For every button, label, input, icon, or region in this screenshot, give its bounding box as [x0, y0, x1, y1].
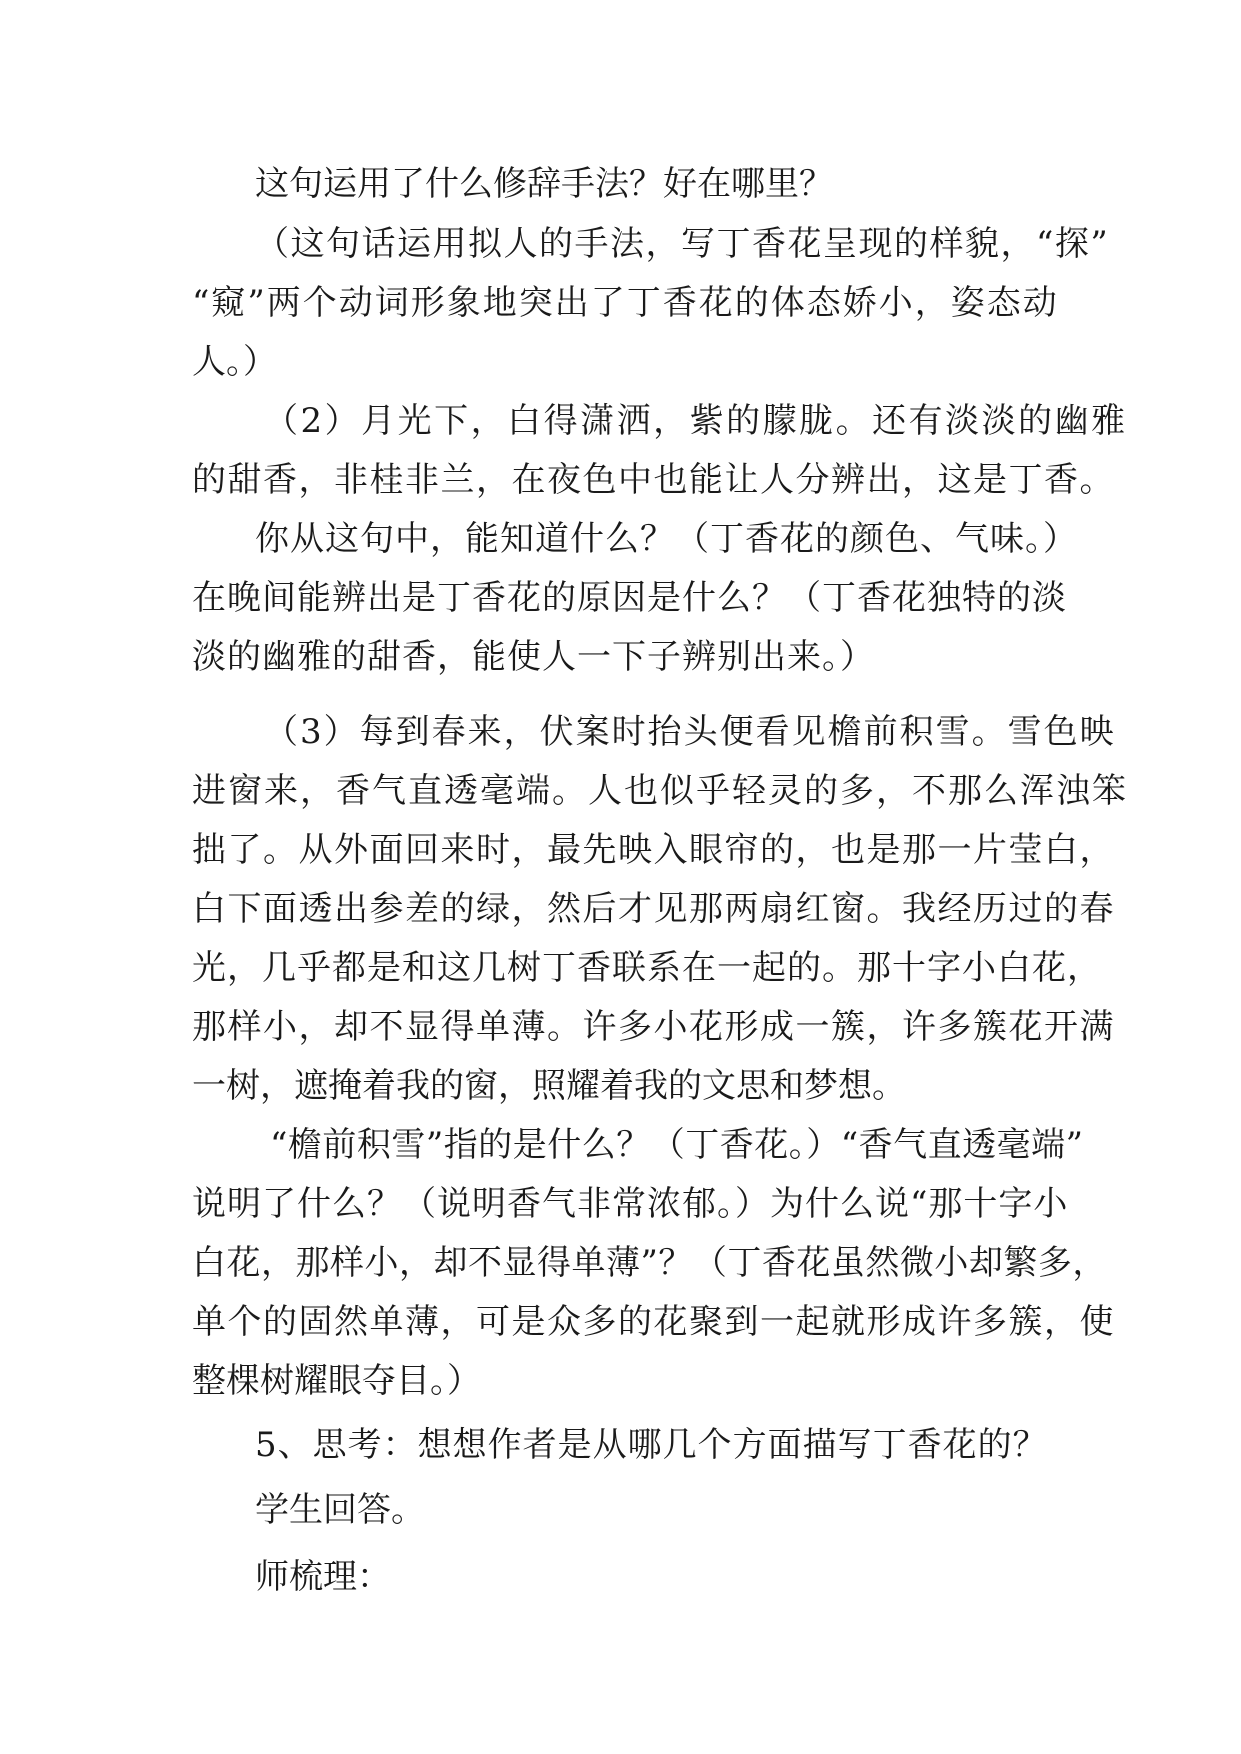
question-2-line-3: 淡的幽雅的甜香，能使人一下子辨别出来。）: [192, 637, 875, 677]
quote-3-line-3: 拙了。从外面回来时，最先映入眼帘的，也是那一片莹白，: [192, 830, 1115, 870]
quote-3-line-5: 光，几乎都是和这几树丁香联系在一起的。那十字小白花，: [192, 948, 1102, 988]
question-3-line-4: 单个的固然单薄，可是众多的花聚到一起就形成许多簇，使: [192, 1302, 1115, 1342]
answer-personification-line-1: （这句话运用拟人的手法，写丁香花呈现的样貌，“探”: [255, 224, 1110, 264]
answer-personification-line-2: “窥”两个动词形象地突出了丁香花的体态娇小，姿态动: [192, 283, 1059, 323]
question-3-line-1: “檐前积雪”指的是什么？（丁香花。）“香气直透毫端”: [270, 1125, 1084, 1165]
question-3-line-5: 整棵树耀眼夺目。）: [192, 1361, 481, 1401]
answer-personification-line-3: 人。）: [192, 342, 277, 382]
quote-3-line-7: 一树，遮掩着我的窗，照耀着我的文思和梦想。: [192, 1066, 906, 1106]
question-3-line-3: 白花，那样小，却不显得单薄”？（丁香花虽然微小却繁多，: [192, 1243, 1107, 1283]
question-2-line-2: 在晚间能辨出是丁香花的原因是什么？（丁香花独特的淡: [192, 578, 1067, 618]
quote-3-line-4: 白下面透出参差的绿，然后才见那两扇红窗。我经历过的春: [192, 889, 1115, 929]
question-rhetoric: 这句运用了什么修辞手法？好在哪里？: [255, 164, 833, 204]
question-3-line-2: 说明了什么？（说明香气非常浓郁。）为什么说“那十字小: [192, 1184, 1069, 1224]
quote-2-line-1: （2）月光下，白得潇洒，紫的朦胧。还有淡淡的幽雅: [264, 401, 1128, 441]
question-2-line-1: 你从这句中，能知道什么？（丁香花的颜色、气味。）: [255, 519, 1078, 559]
student-answer: 学生回答。: [255, 1490, 425, 1530]
quote-3-line-1: （3）每到春来，伏案时抬头便看见檐前积雪。雪色映: [264, 712, 1116, 752]
quote-3-line-6: 那样小，却不显得单薄。许多小花形成一簇，许多簇花开满: [192, 1007, 1115, 1047]
quote-2-line-2: 的甜香，非桂非兰，在夜色中也能让人分辨出，这是丁香。: [192, 460, 1115, 500]
teacher-summary: 师梳理：: [255, 1557, 391, 1597]
quote-3-line-2: 进窗来，香气直透毫端。人也似乎轻灵的多，不那么浑浊笨: [192, 771, 1128, 811]
task-5-think: 5、思考：想想作者是从哪几个方面描写丁香花的？: [255, 1425, 1048, 1465]
